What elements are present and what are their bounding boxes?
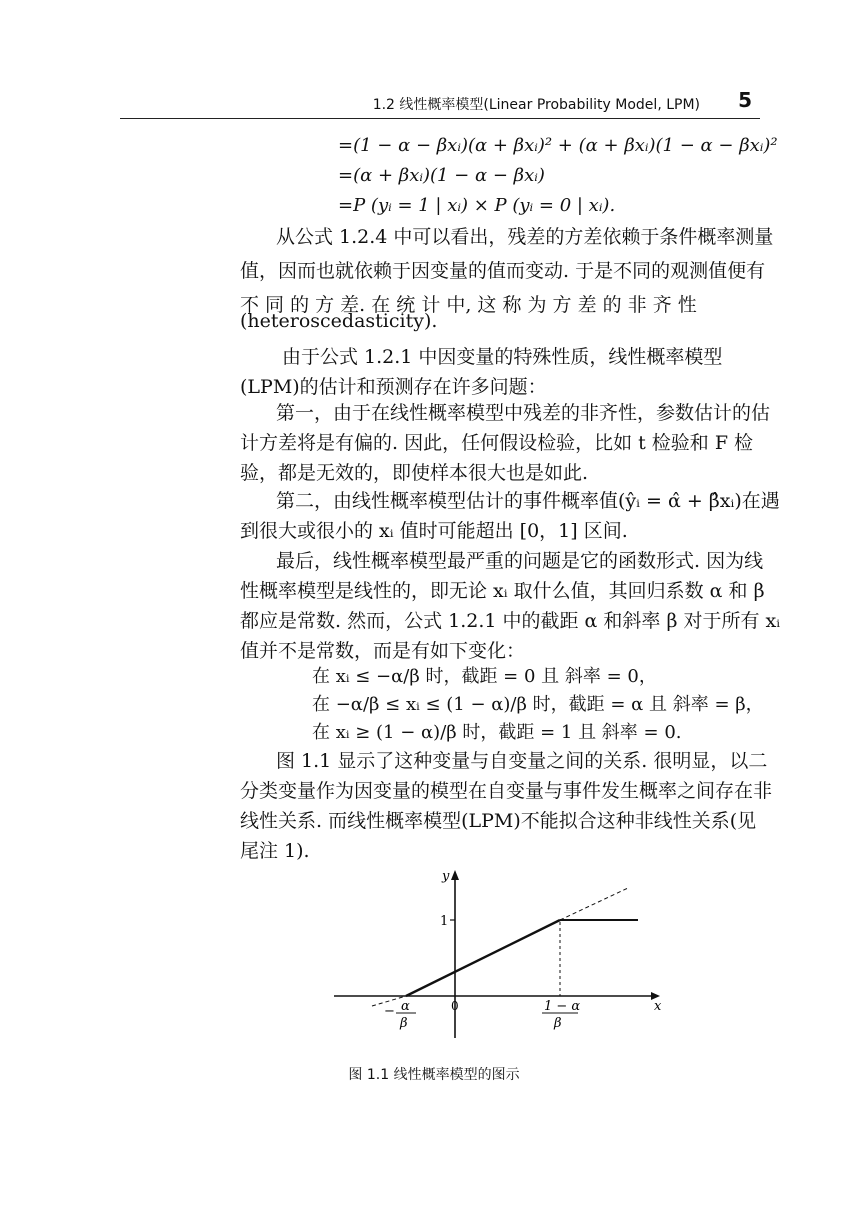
left-minus: − bbox=[384, 1004, 395, 1019]
condition-3: 在 xᵢ ≥ (1 − α)/β 时，截距 = 1 且 斜率 = 0. bbox=[312, 722, 682, 743]
para1-line-2: 值，因而也就依赖于因变量的值而变动. 于是不同的观测值便有 bbox=[240, 260, 766, 282]
origin-label: 0 bbox=[451, 999, 459, 1013]
condition-2: 在 −α/β ≤ xᵢ ≤ (1 − α)/β 时，截距 = α 且 斜率 = β， bbox=[312, 694, 764, 715]
para2-line-2: (LPM)的估计和预测存在许多问题： bbox=[240, 376, 547, 398]
para3-line-3: 验，都是无效的，即使样本很大也是如此. bbox=[240, 462, 589, 484]
para2-line-1: 由于公式 1.2.1 中因变量的特殊性质，线性概率模型 bbox=[282, 346, 723, 368]
y-axis-arrow bbox=[451, 870, 459, 880]
equation-line-2: =(α + βxᵢ)(1 − α − βxᵢ) bbox=[338, 165, 545, 186]
para5-line-1: 最后，线性概率模型最严重的问题是它的函数形式. 因为线 bbox=[276, 550, 764, 572]
running-header bbox=[120, 88, 760, 119]
para4-line-2: 到很大或很小的 xᵢ 值时可能超出 [0，1] 区间. bbox=[240, 520, 628, 542]
lpm-solid-segment bbox=[406, 920, 560, 996]
para6-line-4: 尾注 1). bbox=[240, 840, 310, 862]
equation-line-3: =P (yᵢ = 1 | xᵢ) × P (yᵢ = 0 | xᵢ). bbox=[338, 195, 616, 216]
para5-line-2: 性概率模型是线性的，即无论 xᵢ 取什么值，其回归系数 α 和 β bbox=[240, 580, 765, 602]
para1-line-3: 不 同 的 方 差. 在 统 计 中, 这 称 为 方 差 的 非 齐 性 bbox=[240, 294, 697, 316]
x-axis-label: x bbox=[654, 999, 662, 1014]
left-numerator: α bbox=[401, 999, 410, 1014]
header-section-title: 1.2 线性概率模型(Linear Probability Model, LPM) bbox=[372, 97, 700, 113]
figure-caption: 图 1.1 线性概率模型的图示 bbox=[348, 1067, 520, 1083]
para3-line-1: 第一，由于在线性概率模型中残差的非齐性，参数估计的估 bbox=[276, 402, 771, 424]
para6-line-2: 分类变量作为因变量的模型在自变量与事件发生概率之间存在非 bbox=[240, 780, 773, 802]
para5-line-4: 值并不是常数，而是有如下变化： bbox=[240, 640, 526, 662]
condition-1: 在 xᵢ ≤ −α/β 时，截距 = 0 且 斜率 = 0， bbox=[312, 666, 657, 687]
para4-line-1: 第二，由线性概率模型估计的事件概率值(ŷᵢ = α̂ + β̂xᵢ)在遇 bbox=[276, 490, 780, 512]
y-axis-label: y bbox=[442, 869, 450, 884]
left-denominator: β bbox=[400, 1016, 408, 1031]
page-number: 5 bbox=[738, 88, 752, 112]
lpm-dashed-right bbox=[560, 888, 628, 920]
para1-line-1: 从公式 1.2.4 中可以看出，残差的方差依赖于条件概率测量 bbox=[276, 226, 774, 248]
para6-line-1: 图 1.1 显示了这种变量与自变量之间的关系. 很明显，以二 bbox=[276, 750, 768, 772]
para1-line-4: (heteroscedasticity). bbox=[240, 310, 438, 332]
lpm-figure bbox=[320, 860, 680, 1050]
para3-line-2: 计方差将是有偏的. 因此，任何假设检验，比如 t 检验和 F 检 bbox=[240, 432, 754, 454]
para5-line-3: 都应是常数. 然而，公式 1.2.1 中的截距 α 和斜率 β 对于所有 xᵢ bbox=[240, 610, 781, 632]
para6-line-3: 线性关系. 而线性概率模型(LPM)不能拟合这种非线性关系(见 bbox=[240, 810, 757, 832]
right-numerator: 1 − α bbox=[544, 999, 581, 1014]
right-denominator: β bbox=[554, 1016, 562, 1031]
y-tick-label-1: 1 bbox=[440, 914, 449, 929]
equation-line-1: =(1 − α − βxᵢ)(α + βxᵢ)² + (α + βxᵢ)(1 − α − βxᵢ)² bbox=[338, 135, 778, 156]
